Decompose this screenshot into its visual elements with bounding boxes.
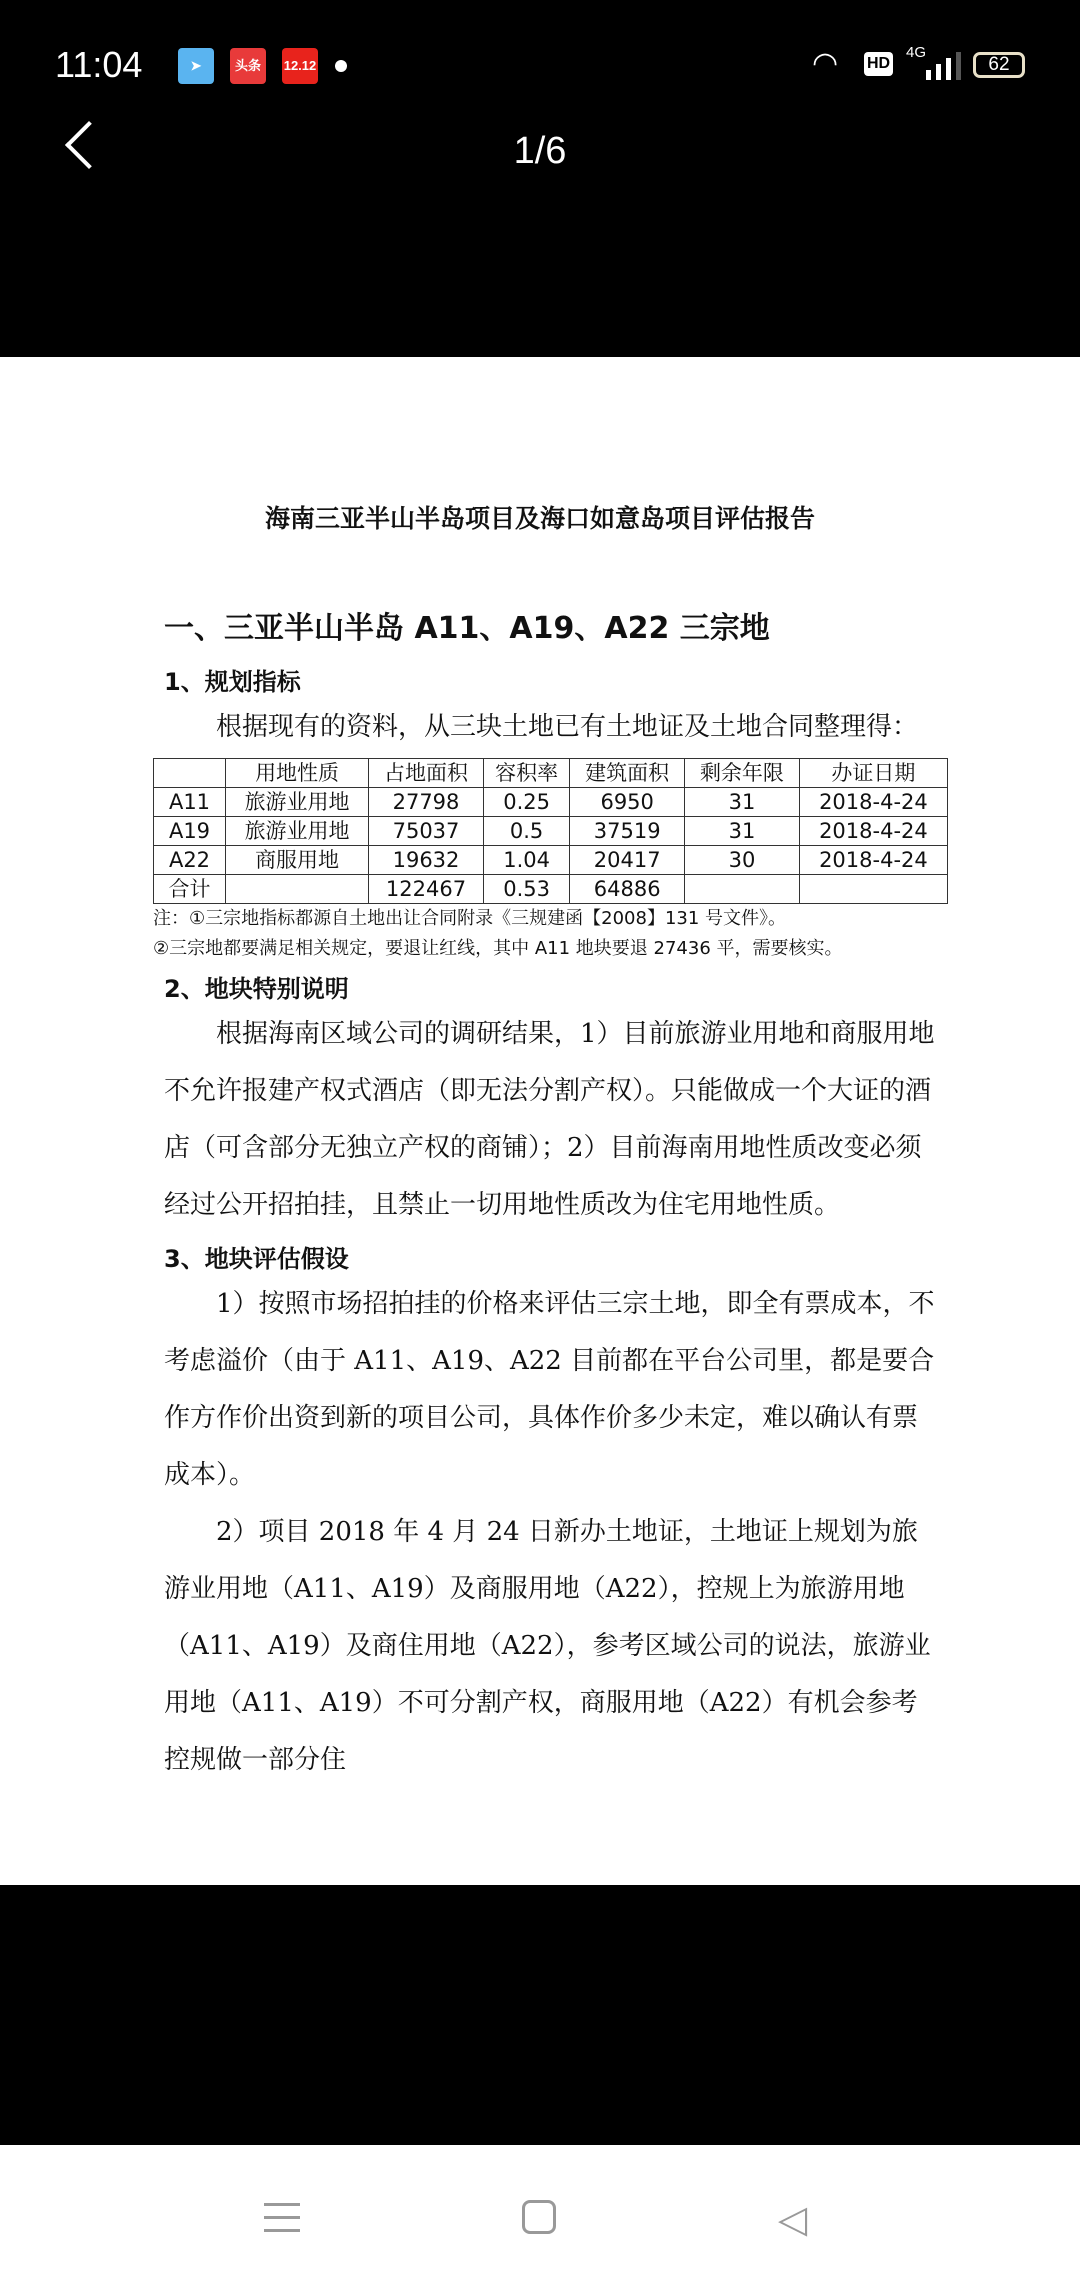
table-cell xyxy=(799,875,947,904)
table-cell: 旅游业用地 xyxy=(226,788,369,817)
table-row xyxy=(154,846,948,875)
table-cell: 27798 xyxy=(369,788,484,817)
table-cell: 2018-4-24 xyxy=(799,846,947,875)
assumption-paragraph-1: 1）按照市场招拍挂的价格来评估三宗土地，即全有票成本，不考虑溢价（由于 A11、A19、A22 目前都在平台公司里，都是要合作方作价出资到新的项目公司，具体作价多少未定，难以确认有票成本）。 xyxy=(164,1289,935,1490)
table-cell: 75037 xyxy=(369,817,484,846)
table-header: 用地性质 xyxy=(226,759,369,788)
home-button[interactable] xyxy=(522,2200,556,2234)
table-cell: 2018-4-24 xyxy=(799,817,947,846)
battery-icon: 62 xyxy=(973,52,1025,78)
feishu-notification-icon: ➤ xyxy=(178,48,214,84)
navigation-bar xyxy=(0,2145,1080,2280)
subheading-planning: 1、规划指标 xyxy=(164,668,301,696)
special-notes-paragraph: 根据海南区域公司的调研结果，1）目前旅游业用地和商服用地不允许报建产权式酒店（即无法分割产权）。只能做成一个大证的酒店（可含部分无独立产权的商铺）；2）目前海南用地性质改变必须经过公开招拍挂，且禁止一切用地性质改为住宅用地性质。 xyxy=(164,1019,935,1220)
table-cell: 0.5 xyxy=(483,817,569,846)
subheading-special-notes: 2、地块特别说明 xyxy=(164,975,349,1003)
table-header: 建筑面积 xyxy=(570,759,685,788)
table-cell: A22 xyxy=(154,846,226,875)
intro-paragraph: 根据现有的资料，从三块土地已有土地证及土地合同整理得： xyxy=(216,712,919,742)
recent-apps-button[interactable] xyxy=(264,2203,300,2242)
table-cell: 20417 xyxy=(570,846,685,875)
toutiao-notification-icon: 头条 xyxy=(230,48,266,84)
table-cell: 37519 xyxy=(570,817,685,846)
table-cell: 19632 xyxy=(369,846,484,875)
network-type: 4G xyxy=(906,44,927,61)
table-cell: 旅游业用地 xyxy=(226,817,369,846)
document-page xyxy=(0,357,1080,1885)
table-cell: A11 xyxy=(154,788,226,817)
section-heading: 一、三亚半山半岛 A11、A19、A22 三宗地 xyxy=(164,611,770,646)
document-body xyxy=(153,609,953,1789)
table-row xyxy=(154,788,948,817)
table-cell: 30 xyxy=(685,846,800,875)
table-header xyxy=(154,759,226,788)
table-note-2: ②三宗地都要满足相关规定，要退让红线，其中 A11 地块要退 27436 平，需要核实。 xyxy=(153,938,843,959)
table-cell: 6950 xyxy=(570,788,685,817)
table-cell: A19 xyxy=(154,817,226,846)
subheading-assumptions: 3、地块评估假设 xyxy=(164,1245,349,1273)
more-notifications-icon xyxy=(335,60,347,72)
table-cell: 0.25 xyxy=(483,788,569,817)
document-title: 海南三亚半山半岛项目及海口如意岛项目评估报告 xyxy=(264,504,815,533)
table-cell: 合计 xyxy=(154,875,226,904)
table-cell: 122467 xyxy=(369,875,484,904)
table-cell: 商服用地 xyxy=(226,846,369,875)
table-total-row xyxy=(154,875,948,904)
clock: 11:04 xyxy=(55,44,143,85)
table-cell xyxy=(685,875,800,904)
table-header-row xyxy=(154,759,948,788)
signal-icon xyxy=(926,52,964,80)
table-row xyxy=(154,817,948,846)
table-cell: 31 xyxy=(685,817,800,846)
table-header: 剩余年限 xyxy=(685,759,800,788)
table-header: 容积率 xyxy=(483,759,569,788)
land-table xyxy=(153,758,948,904)
status-bar xyxy=(0,0,1080,130)
table-header: 办证日期 xyxy=(799,759,947,788)
wifi-icon: ◠ xyxy=(812,47,839,80)
assumption-paragraph-2: 2）项目 2018 年 4 月 24 日新办土地证，土地证上规划为旅游业用地（A11、A19）及商服用地（A22），控规上为旅游用地（A11、A19）及商住用地（A22），参考区域公司的说法，旅游业用地（A11、A19）不可分割产权，商服用地（A22）有机会参考控规做一部分住 xyxy=(164,1517,931,1775)
table-cell xyxy=(226,875,369,904)
table-cell: 31 xyxy=(685,788,800,817)
jd-notification-icon: 12.12 xyxy=(282,48,318,84)
table-cell: 0.53 xyxy=(483,875,569,904)
page-indicator: 1/6 xyxy=(513,130,567,172)
table-header: 占地面积 xyxy=(369,759,484,788)
table-cell: 1.04 xyxy=(483,846,569,875)
table-note-1: 注：①三宗地指标都源自土地出让合同附录《三规建函【2008】131 号文件》。 xyxy=(153,908,787,929)
back-nav-button[interactable]: ◁ xyxy=(778,2197,808,2241)
table-cell: 2018-4-24 xyxy=(799,788,947,817)
hd-icon: HD xyxy=(864,52,893,76)
table-cell: 64886 xyxy=(570,875,685,904)
